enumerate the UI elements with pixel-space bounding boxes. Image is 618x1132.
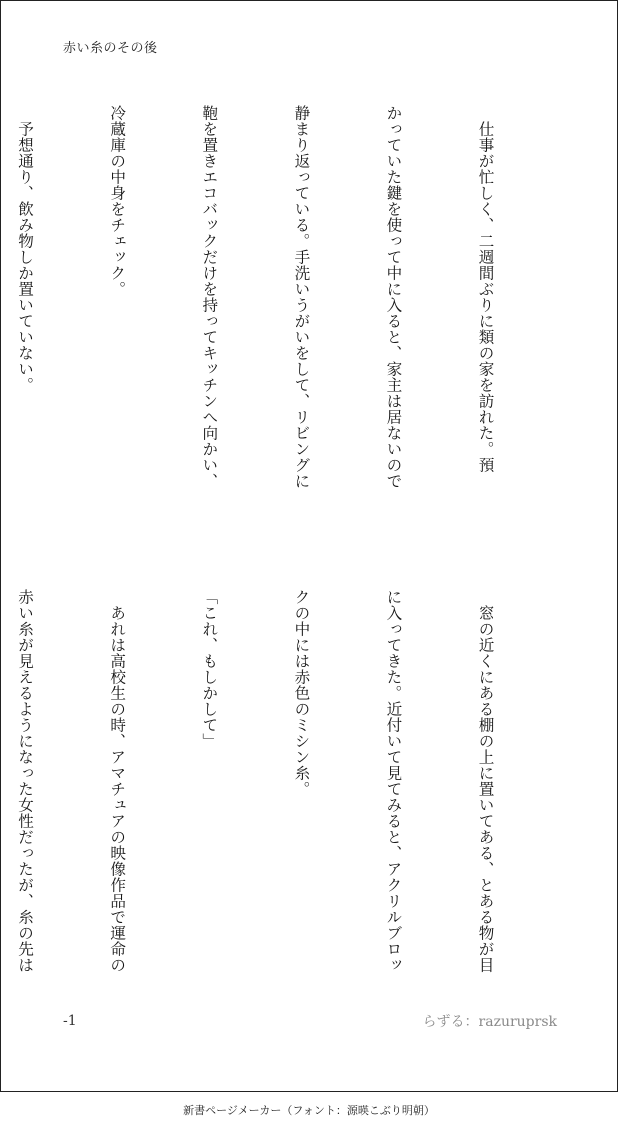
generator-credit: 新書ページメーカー（フォント：源暎こぶり明朝）	[183, 1104, 435, 1117]
text-line: クの中には赤色のミシン糸。	[292, 589, 311, 797]
text-line: 冷蔵庫の中身をチェック。	[108, 105, 127, 297]
upper-text-block	[16, 105, 562, 535]
page-title: 赤い糸のその後	[63, 41, 158, 56]
text-line: あれは高校生の時、アマチュアの映像作品で運命の	[108, 589, 127, 973]
text-line: 仕事が忙しく、二週間ぶりに類の家を訪れた。預	[476, 105, 495, 473]
text-line: 赤い糸が見えるようになった女性だったが、糸の先は	[16, 589, 35, 973]
page-number: -1	[63, 1013, 77, 1029]
lower-text-block	[16, 589, 562, 973]
text-line: 「これ、もしかして」	[200, 589, 219, 749]
text-line: 窓の近くにある棚の上に置いてある、とある物が目	[476, 589, 495, 973]
text-line: に入ってきた。近付いて見てみると、アクリルブロッ	[384, 589, 403, 973]
text-line: 静まり返っている。手洗いうがいをして、リビングに	[292, 105, 311, 489]
text-line: かっていた鍵を使って中に入ると、家主は居ないので	[384, 105, 403, 489]
text-line: 予想通り、飲み物しか置いていない。	[16, 105, 35, 393]
author-credit: らずる：razuruprsk	[422, 1014, 557, 1030]
text-line: 鞄を置きエコバックだけを持ってキッチンへ向かい、	[200, 105, 219, 489]
